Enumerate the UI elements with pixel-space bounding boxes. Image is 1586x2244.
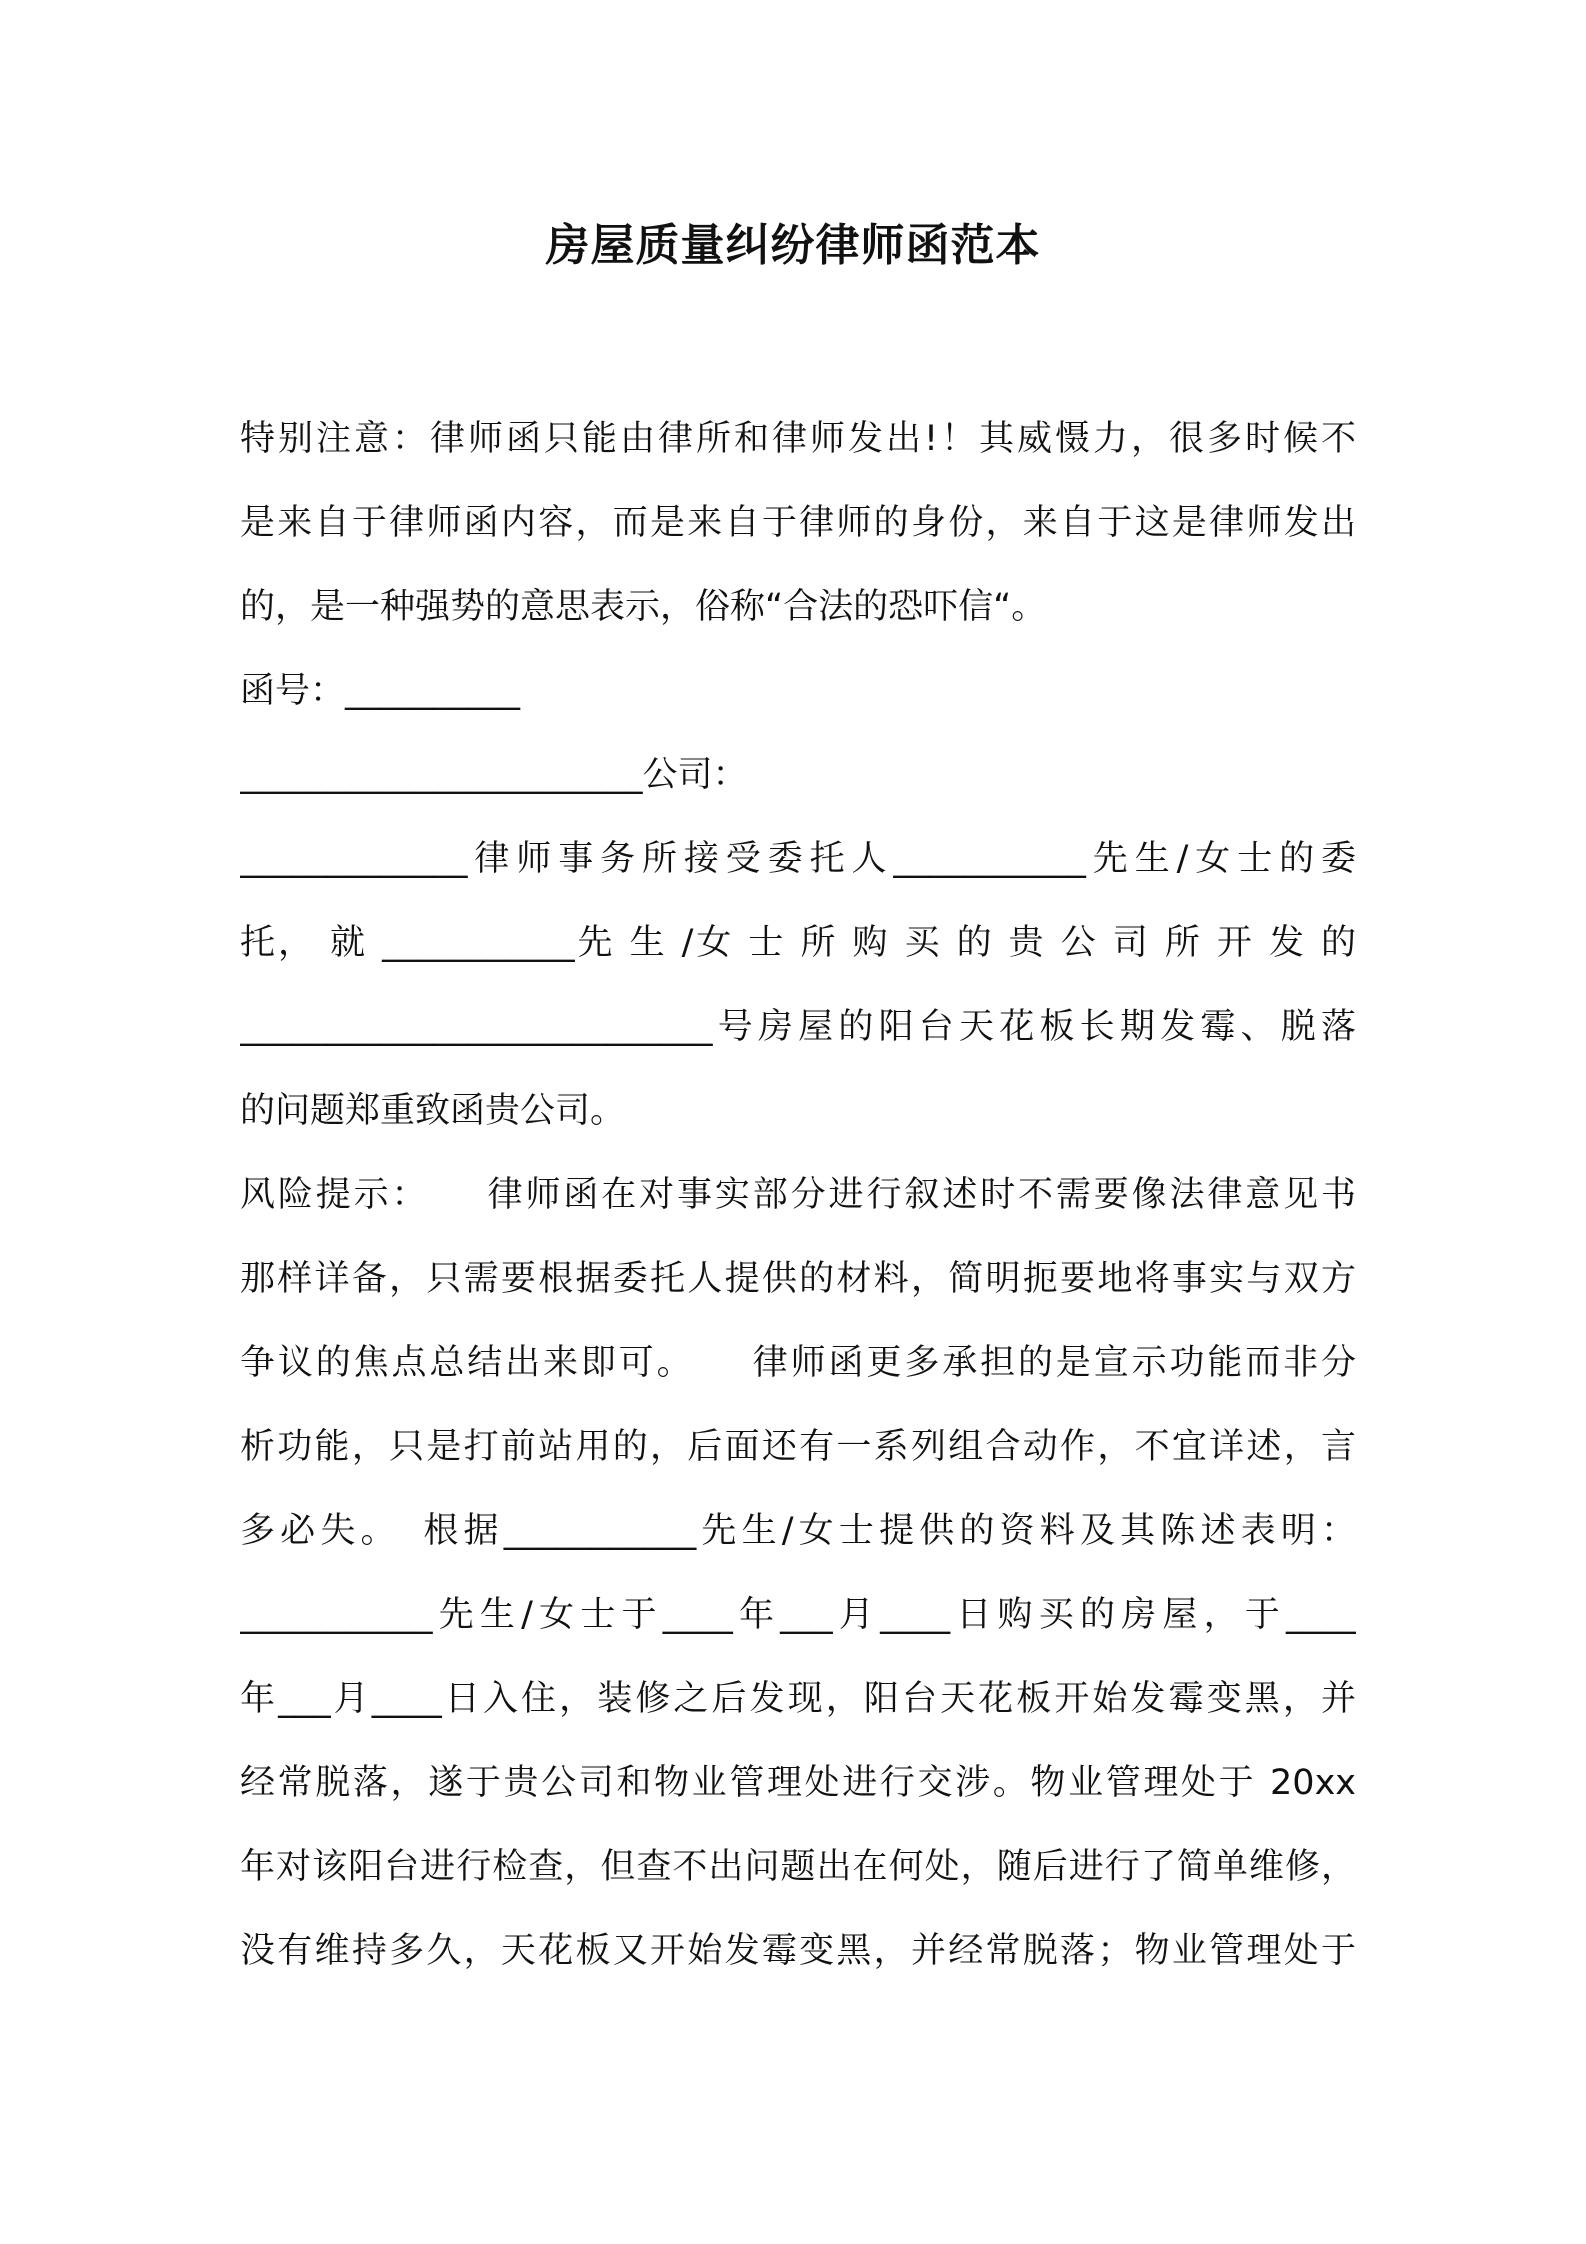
body-line: 年对该阳台进行检查，但查不出问题出在何处，随后进行了简单维修， bbox=[240, 1847, 1356, 1887]
body-line: 经常脱落，遂于贵公司和物业管理处进行交涉。物业管理处于 20xx bbox=[240, 1763, 1356, 1803]
body-line: 托， 就 ___________先 生 /女 士 所 购 买 的 贵 公 司 所 开 发 的 bbox=[240, 923, 1356, 963]
document-title: 房屋质量纠纷律师函范本 bbox=[545, 220, 1041, 271]
body-line: 的问题郑重致函贵公司。 bbox=[240, 1091, 626, 1131]
risk-note-line: 争议的焦点总结出来即可。 律师函更多承担的是宣示功能而非分 bbox=[240, 1343, 1356, 1383]
body-line: _____________律师事务所接受委托人___________先生/女士的委 bbox=[240, 839, 1356, 879]
addressee-line: _______________________公司： bbox=[240, 755, 748, 795]
risk-note-line: 风险提示： 律师函在对事实部分进行叙述时不需要像法律意见书 bbox=[240, 1175, 1356, 1215]
body-line: 特别注意：律师函只能由律所和律师发出!！其威慑力，很多时候不 bbox=[240, 419, 1356, 459]
body-line: 的，是一种强势的意思表示，俗称“合法的恐吓信“。 bbox=[240, 587, 1047, 627]
body-line: 年___月____日入住，装修之后发现，阳台天花板开始发霉变黑，并 bbox=[240, 1679, 1356, 1719]
body-line: ___________先生/女士于____年___月____日购买的房屋，于____ bbox=[240, 1595, 1356, 1635]
body-line: 多必失。 根据___________先生/女士提供的资料及其陈述表明： bbox=[240, 1511, 1356, 1551]
risk-note-line: 那样详备，只需要根据委托人提供的材料，简明扼要地将事实与双方 bbox=[240, 1259, 1356, 1299]
body-line: ___________________________号房屋的阳台天花板长期发霉、脱落 bbox=[240, 1007, 1356, 1047]
body-line: 是来自于律师函内容，而是来自于律师的身份，来自于这是律师发出 bbox=[240, 503, 1356, 543]
risk-note-line: 析功能，只是打前站用的，后面还有一系列组合动作，不宜详述，言 bbox=[240, 1427, 1356, 1467]
letter-number-line: 函号：__________ bbox=[240, 671, 521, 711]
body-line: 没有维持多久，天花板又开始发霉变黑，并经常脱落；物业管理处于 bbox=[240, 1931, 1356, 1971]
